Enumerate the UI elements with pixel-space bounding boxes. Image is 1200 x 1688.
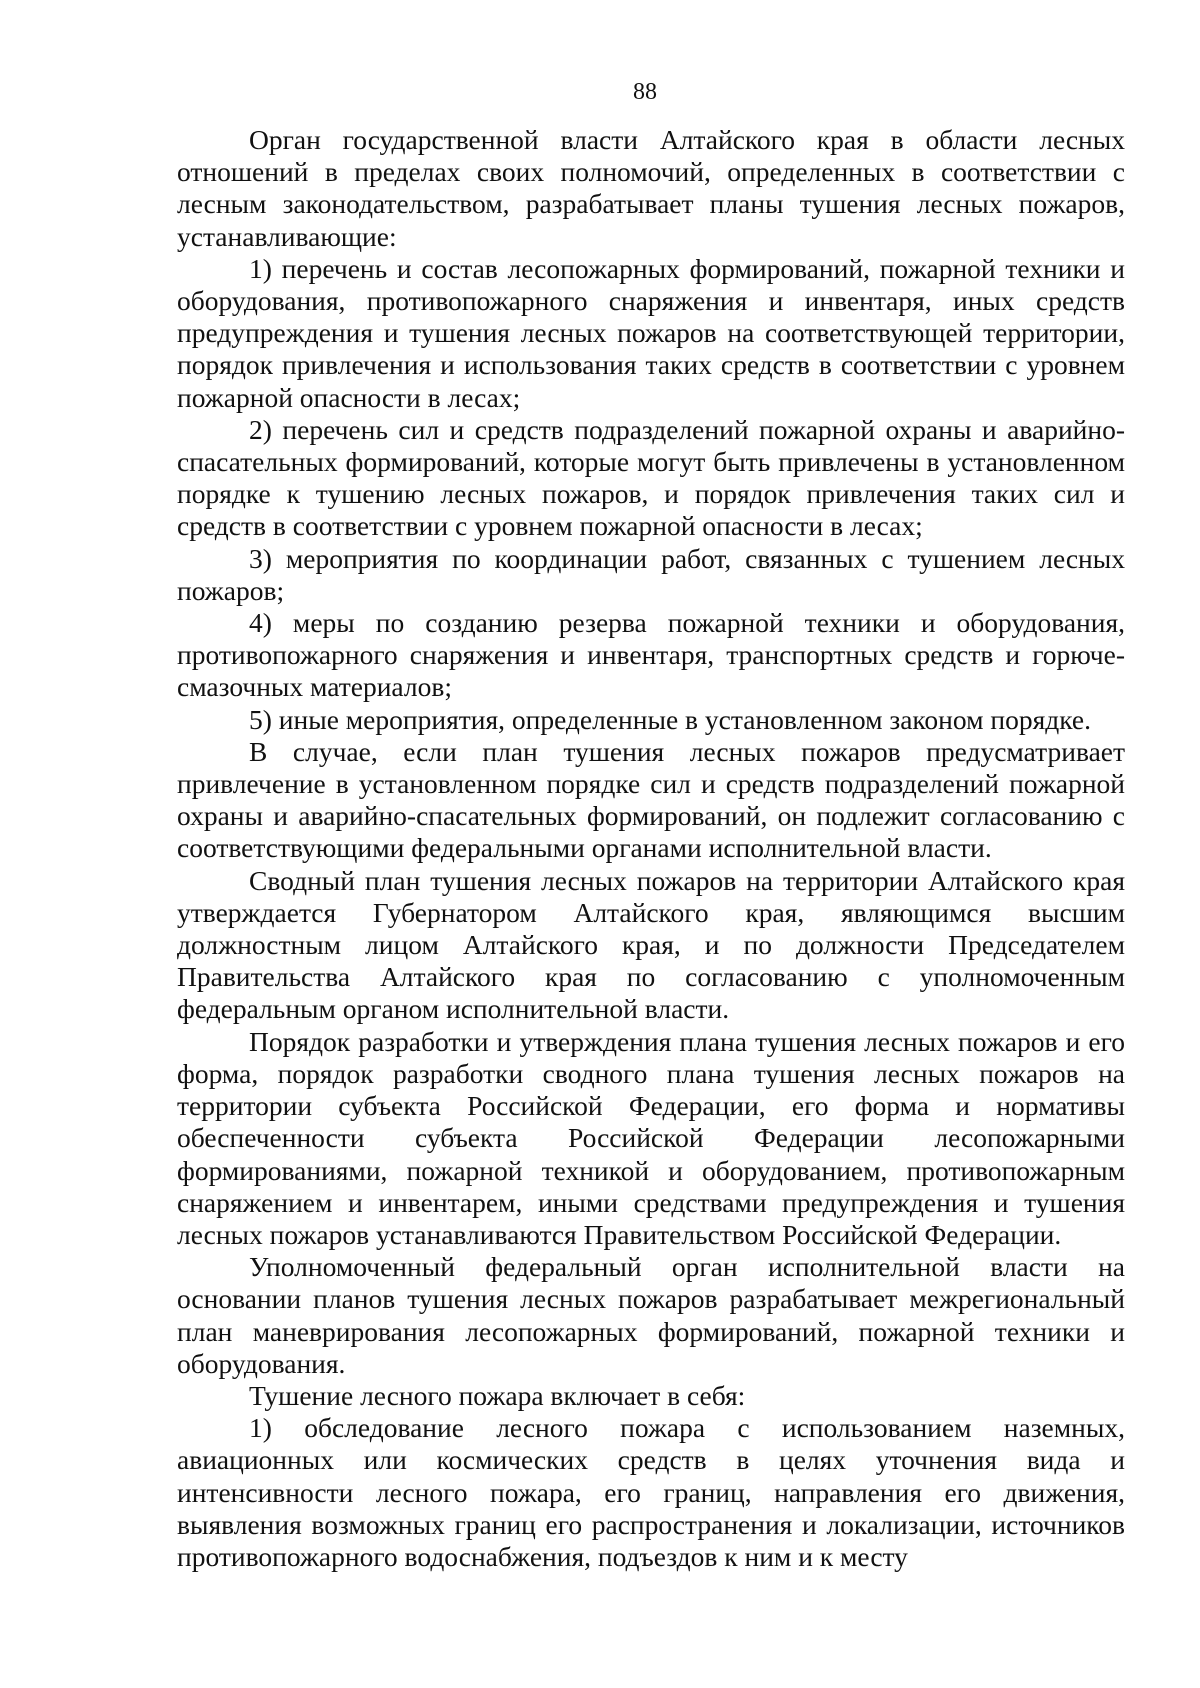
paragraph: Уполномоченный федеральный орган исполнительной власти на основании планов тушения лесных пожаров разрабатывает межрегиональный план маневрирования лесопожарных формирований, пожарной техники и оборудования. bbox=[177, 1251, 1125, 1379]
paragraph: Орган государственной власти Алтайского края в области лесных отношений в пределах своих полномочий, определенных в соответствии с лесным законодательством, разрабатывает планы тушения лесных пожаров, устанавливающие: bbox=[177, 124, 1125, 252]
list-item: 3) мероприятия по координации работ, связанных с тушением лесных пожаров; bbox=[177, 542, 1125, 606]
list-item: 2) перечень сил и средств подразделений пожарной охраны и аварийно-спасательных формирований, которые могут быть привлечены в установленном порядке к тушению лесных пожаров, и порядок привлечения таких сил и средств в соответствии с уровнем пожарной опасности в лесах; bbox=[177, 413, 1125, 542]
paragraph: Порядок разработки и утверждения плана тушения лесных пожаров и его форма, порядок разработки сводного плана тушения лесных пожаров на территории субъекта Российской Федерации, его форма и нормативы обеспеченности субъекта Российской Федерации лесопожарными формированиями, пожарной техникой и оборудованием, противопожарным снаряжением и инвентарем, иными средствами предупреждения и тушения лесных пожаров устанавливаются Правительством Российской Федерации. bbox=[177, 1025, 1125, 1250]
paragraph: В случае, если план тушения лесных пожаров предусматривает привлечение в установленном порядке сил и средств подразделений пожарной охраны и аварийно-спасательных формирований, он подлежит согласованию с соответствующими федеральными органами исполнительной власти. bbox=[177, 735, 1125, 864]
list-item: 1) перечень и состав лесопожарных формирований, пожарной техники и оборудования, противопожарного снаряжения и инвентаря, иных средств предупреждения и тушения лесных пожаров на соответствующей территории, порядок привлечения и использования таких средств в соответствии с уровнем пожарной опасности в лесах; bbox=[177, 252, 1125, 413]
page-number: 88 bbox=[633, 79, 657, 105]
list-item: 1) обследование лесного пожара с использованием наземных, авиационных или космических средств в целях уточнения вида и интенсивности лесного пожара, его границ, направления его движения, выявления возможных границ его распространения и локализации, источников противопожарного водоснабжения, подъездов к ним и к месту bbox=[177, 1412, 1125, 1572]
paragraph: Тушение лесного пожара включает в себя: bbox=[249, 1379, 746, 1411]
paragraph: Сводный план тушения лесных пожаров на территории Алтайского края утверждается Губернатором Алтайского края, являющимся высшим должностным лицом Алтайского края, и по должности Председателем Правительства Алтайского края по согласованию с уполномоченным федеральным органом исполнительной власти. bbox=[177, 864, 1125, 1025]
list-item: 4) меры по созданию резерва пожарной техники и оборудования, противопожарного снаряжения и инвентаря, транспортных средств и горюче-смазочных материалов; bbox=[177, 607, 1125, 703]
document-body bbox=[177, 124, 1125, 1573]
list-item: 5) иные мероприятия, определенные в установленном законом порядке. bbox=[249, 703, 1091, 735]
